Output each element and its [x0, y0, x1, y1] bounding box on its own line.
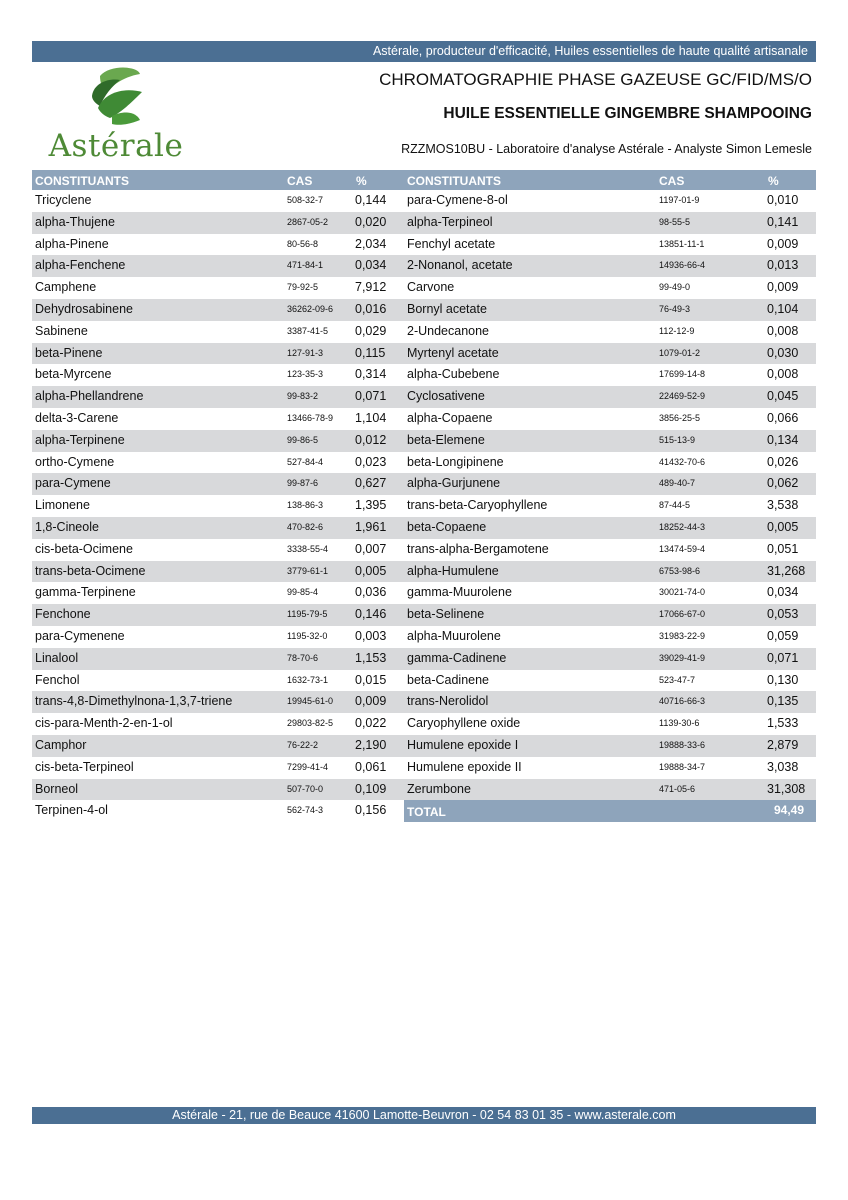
- constituent-name: Sabinene: [35, 323, 88, 338]
- cas-number: 13851-11-1: [659, 238, 705, 249]
- cas-number: 489-40-7: [659, 478, 696, 489]
- percentage-value: 0,071: [767, 650, 799, 665]
- total-label: TOTAL: [407, 805, 446, 820]
- constituent-name: Bornyl acetate: [407, 301, 487, 316]
- cas-number: 507-70-0: [287, 783, 324, 794]
- percentage-value: 0,314: [355, 367, 387, 382]
- percentage-value: 31,308: [767, 781, 806, 796]
- table-row: [32, 386, 404, 408]
- cas-number: 2867-05-2: [287, 216, 329, 227]
- cas-number: 78-70-6: [287, 652, 319, 663]
- percentage-value: 0,008: [767, 367, 799, 382]
- constituent-name: Terpinen-4-ol: [35, 803, 108, 818]
- table-row: [32, 408, 404, 430]
- percentage-value: 0,029: [355, 323, 387, 338]
- percentage-value: 0,034: [355, 258, 387, 273]
- table-row: [32, 343, 404, 365]
- table-row: [404, 212, 816, 234]
- table-row: [404, 299, 816, 321]
- constituent-name: Linalool: [35, 650, 79, 665]
- table-row: [32, 648, 404, 670]
- table-row: [32, 452, 404, 474]
- table-row: [32, 582, 404, 604]
- constituent-name: 2-Nonanol, acetate: [407, 258, 513, 273]
- table-row: [404, 517, 816, 539]
- percentage-value: 0,109: [355, 781, 387, 796]
- total-row: [404, 800, 816, 822]
- cas-number: 527-84-4: [287, 456, 324, 467]
- cas-number: 14936-66-4: [659, 260, 706, 271]
- table-row: [32, 190, 404, 212]
- table-row: [404, 582, 816, 604]
- cas-number: 1632-73-1: [287, 674, 329, 685]
- header-constituants: CONSTITUANTS: [407, 174, 501, 188]
- cas-number: 99-83-2: [287, 391, 319, 402]
- constituent-name: ortho-Cymene: [35, 454, 115, 469]
- constituent-name: alpha-Phellandrene: [35, 389, 144, 404]
- cas-number: 99-85-4: [287, 587, 319, 598]
- table-header-right: [404, 170, 816, 190]
- table-row: [404, 386, 816, 408]
- cas-number: 19945-61-0: [287, 696, 334, 707]
- cas-number: 508-32-7: [287, 195, 324, 205]
- percentage-value: 0,627: [355, 476, 387, 491]
- table-row: [404, 779, 816, 801]
- table-row: [404, 277, 816, 299]
- cas-number: 31983-22-9: [659, 630, 706, 641]
- percentage-value: 0,020: [355, 214, 387, 229]
- table-row: [404, 648, 816, 670]
- cas-number: 79-92-5: [287, 282, 319, 293]
- table-row: [404, 364, 816, 386]
- cas-number: 99-49-0: [659, 282, 691, 293]
- constituent-name: alpha-Fenchene: [35, 258, 126, 273]
- percentage-value: 0,061: [355, 759, 387, 774]
- cas-number: 41432-70-6: [659, 456, 706, 467]
- table-header-left: [32, 170, 404, 190]
- leaf-icon: [40, 66, 192, 132]
- table-row: [404, 757, 816, 779]
- constituent-name: alpha-Humulene: [407, 563, 499, 578]
- cas-number: 523-47-7: [659, 674, 696, 685]
- percentage-value: 0,146: [355, 607, 387, 622]
- percentage-value: 0,130: [767, 672, 799, 687]
- cas-number: 1195-32-0: [287, 630, 328, 641]
- percentage-value: 0,059: [767, 628, 799, 643]
- table-row: [32, 539, 404, 561]
- cas-number: 22469-52-9: [659, 391, 706, 402]
- table-row: [32, 800, 404, 822]
- constituent-name: Camphor: [35, 737, 87, 752]
- percentage-value: 2,879: [767, 737, 799, 752]
- percentage-value: 1,153: [355, 650, 387, 665]
- percentage-value: 0,156: [355, 803, 387, 818]
- table-row: [32, 691, 404, 713]
- percentage-value: 0,012: [355, 432, 387, 447]
- table-row: [32, 517, 404, 539]
- table-row: [32, 299, 404, 321]
- constituent-name: Fenchol: [35, 672, 80, 687]
- table-row: [404, 691, 816, 713]
- constituent-name: alpha-Pinene: [35, 236, 109, 251]
- percentage-value: 0,045: [767, 389, 799, 404]
- cas-number: 471-84-1: [287, 260, 324, 271]
- percentage-value: 0,026: [767, 454, 799, 469]
- percentage-value: 0,034: [767, 585, 799, 600]
- table-row: [404, 234, 816, 256]
- constituent-name: cis-beta-Ocimene: [35, 541, 133, 556]
- footer-address: Astérale - 21, rue de Beauce 41600 Lamotte-Beuvron - 02 54 83 01 35 - www.asterale.com: [172, 1108, 676, 1122]
- header-percent: %: [356, 174, 367, 188]
- table-row: [32, 670, 404, 692]
- table-row: [404, 604, 816, 626]
- constituent-name: Caryophyllene oxide: [407, 716, 521, 731]
- cas-number: 76-22-2: [287, 739, 319, 750]
- constituent-name: para-Cymenene: [35, 628, 125, 643]
- table-row: [404, 626, 816, 648]
- constituent-name: cis-beta-Terpineol: [35, 759, 134, 774]
- percentage-value: 0,051: [767, 541, 799, 556]
- cas-number: 18252-44-3: [659, 521, 706, 532]
- percentage-value: 0,062: [767, 476, 799, 491]
- percentage-value: 1,104: [355, 410, 387, 425]
- constituent-name: trans-beta-Caryophyllene: [407, 498, 548, 513]
- constituent-name: alpha-Terpineol: [407, 214, 493, 229]
- cas-number: 3387-41-5: [287, 325, 329, 336]
- cas-number: 17699-14-8: [659, 369, 706, 380]
- cas-number: 19888-34-7: [659, 761, 706, 772]
- table-row: [32, 495, 404, 517]
- percentage-value: 0,066: [767, 410, 799, 425]
- cas-number: 1079-01-2: [659, 347, 701, 358]
- percentage-value: 1,961: [355, 519, 387, 534]
- percentage-value: 3,038: [767, 759, 799, 774]
- constituent-name: trans-Nerolidol: [407, 694, 489, 709]
- percentage-value: 3,538: [767, 498, 799, 513]
- table-column-right: [404, 190, 816, 822]
- table-row: [32, 604, 404, 626]
- percentage-value: 0,022: [355, 716, 387, 731]
- percentage-value: 0,036: [355, 585, 387, 600]
- tagline-bar: [32, 41, 816, 62]
- table-row: [404, 735, 816, 757]
- table-row: [32, 561, 404, 583]
- constituent-name: Camphene: [35, 280, 97, 295]
- header-cas: CAS: [659, 174, 685, 188]
- cas-number: 36262-09-6: [287, 303, 334, 314]
- percentage-value: 0,009: [767, 236, 799, 251]
- constituent-name: Humulene epoxide I: [407, 737, 519, 752]
- constituent-name: Borneol: [35, 781, 79, 796]
- cas-number: 17066-67-0: [659, 609, 706, 620]
- constituent-name: trans-4,8-Dimethylnona-1,3,7-triene: [35, 694, 233, 709]
- cas-number: 6753-98-6: [659, 565, 701, 576]
- constituent-name: cis-para-Menth-2-en-1-ol: [35, 716, 173, 731]
- cas-number: 1195-79-5: [287, 609, 328, 620]
- percentage-value: 0,115: [355, 345, 386, 360]
- constituent-name: Carvone: [407, 280, 455, 295]
- constituent-name: gamma-Muurolene: [407, 585, 512, 600]
- percentage-value: 0,013: [767, 258, 799, 273]
- table-column-left: [32, 190, 404, 822]
- cas-number: 98-55-5: [659, 216, 691, 227]
- cas-number: 3856-25-5: [659, 412, 701, 423]
- table-row: [32, 626, 404, 648]
- cas-number: 127-91-3: [287, 347, 324, 358]
- percentage-value: 0,007: [355, 541, 387, 556]
- table-row: [32, 234, 404, 256]
- table-row: [404, 452, 816, 474]
- cas-number: 3338-55-4: [287, 543, 329, 554]
- percentage-value: 0,005: [355, 563, 387, 578]
- cas-number: 87-44-5: [659, 500, 691, 511]
- cas-number: 562-74-3: [287, 805, 324, 816]
- table-row: [32, 364, 404, 386]
- cas-number: 76-49-3: [659, 303, 691, 314]
- table-row: [32, 277, 404, 299]
- constituent-name: alpha-Muurolene: [407, 628, 501, 643]
- constituent-name: gamma-Cadinene: [407, 650, 507, 665]
- table-row: [404, 343, 816, 365]
- constituent-name: 2-Undecanone: [407, 323, 490, 338]
- cas-number: 40716-66-3: [659, 696, 706, 707]
- header-percent: %: [768, 174, 779, 188]
- constituent-name: delta-3-Carene: [35, 410, 119, 425]
- cas-number: 515-13-9: [659, 434, 696, 445]
- asterale-logo: [40, 66, 192, 168]
- cas-number: 80-56-8: [287, 238, 319, 249]
- constituent-name: para-Cymene: [35, 476, 111, 491]
- constituent-name: beta-Longipinene: [407, 454, 504, 469]
- table-row: [32, 255, 404, 277]
- cas-number: 112-12-9: [659, 325, 695, 336]
- constituent-name: alpha-Thujene: [35, 214, 115, 229]
- cas-number: 13474-59-4: [659, 543, 706, 554]
- table-row: [32, 757, 404, 779]
- total-value: 94,49: [773, 803, 804, 818]
- cas-number: 99-86-5: [287, 434, 319, 445]
- cas-number: 7299-41-4: [287, 761, 329, 772]
- cas-number: 30021-74-0: [659, 587, 706, 598]
- constituent-name: beta-Myrcene: [35, 367, 112, 382]
- cas-number: 470-82-6: [287, 521, 324, 532]
- table-row: [404, 713, 816, 735]
- constituent-name: alpha-Terpinene: [35, 432, 125, 447]
- table-row: [404, 255, 816, 277]
- percentage-value: 0,030: [767, 345, 799, 360]
- constituent-name: beta-Elemene: [407, 432, 485, 447]
- table-row: [32, 779, 404, 801]
- percentage-value: 2,190: [355, 737, 387, 752]
- cas-number: 13466-78-9: [287, 412, 334, 423]
- percentage-value: 0,134: [767, 432, 799, 447]
- constituent-name: Dehydrosabinene: [35, 301, 133, 316]
- constituent-name: alpha-Gurjunene: [407, 476, 501, 491]
- cas-number: 29803-82-5: [287, 718, 334, 729]
- footer-bar: [32, 1107, 816, 1124]
- constituent-name: 1,8-Cineole: [35, 519, 99, 534]
- constituent-name: Fenchone: [35, 607, 91, 622]
- constituent-name: Fenchyl acetate: [407, 236, 496, 251]
- constituent-name: Zerumbone: [407, 781, 471, 796]
- constituent-name: Limonene: [35, 498, 90, 513]
- percentage-value: 0,009: [355, 694, 387, 709]
- percentage-value: 0,141: [767, 214, 799, 229]
- constituent-name: alpha-Copaene: [407, 410, 493, 425]
- header-cas: CAS: [287, 174, 313, 188]
- cas-number: 123-35-3: [287, 369, 324, 380]
- table-row: [32, 713, 404, 735]
- constituent-name: Humulene epoxide II: [407, 759, 522, 774]
- table-row: [32, 735, 404, 757]
- percentage-value: 2,034: [355, 236, 387, 251]
- table-row: [404, 473, 816, 495]
- constituent-name: Myrtenyl acetate: [407, 345, 499, 360]
- percentage-value: 0,005: [767, 519, 799, 534]
- table-row: [404, 561, 816, 583]
- constituent-name: Cyclosativene: [407, 389, 485, 404]
- constituent-name: alpha-Cubebene: [407, 367, 500, 382]
- percentage-value: 1,395: [355, 498, 387, 513]
- cas-number: 99-87-6: [287, 478, 319, 489]
- table-row: [404, 539, 816, 561]
- logo-wordmark: Astérale: [48, 128, 184, 164]
- percentage-value: 0,023: [355, 454, 387, 469]
- table-row: [32, 473, 404, 495]
- table-row: [404, 670, 816, 692]
- table-row: [32, 430, 404, 452]
- table-row: [404, 321, 816, 343]
- table-row: [404, 430, 816, 452]
- cas-number: 471-05-6: [659, 783, 696, 794]
- constituent-name: para-Cymene-8-ol: [407, 193, 508, 207]
- percentage-value: 0,016: [355, 301, 387, 316]
- percentage-value: 0,144: [355, 193, 387, 207]
- constituent-name: beta-Copaene: [407, 519, 487, 534]
- percentage-value: 0,071: [355, 389, 387, 404]
- percentage-value: 0,104: [767, 301, 799, 316]
- percentage-value: 0,003: [355, 628, 387, 643]
- cas-number: 138-86-3: [287, 500, 324, 511]
- percentage-value: 0,008: [767, 323, 799, 338]
- constituent-name: gamma-Terpinene: [35, 585, 136, 600]
- table-row: [32, 212, 404, 234]
- percentage-value: 0,135: [767, 694, 799, 709]
- percentage-value: 7,912: [355, 280, 387, 295]
- cas-number: 1197-01-9: [659, 195, 700, 205]
- constituent-name: beta-Pinene: [35, 345, 103, 360]
- table-row: [32, 321, 404, 343]
- percentage-value: 0,015: [355, 672, 387, 687]
- header-constituants: CONSTITUANTS: [35, 174, 129, 188]
- percentage-value: 0,053: [767, 607, 799, 622]
- constituent-name: beta-Cadinene: [407, 672, 490, 687]
- table-row: [404, 408, 816, 430]
- cas-number: 3779-61-1: [287, 565, 329, 576]
- product-title: HUILE ESSENTIELLE GINGEMBRE SHAMPOOING: [443, 105, 812, 122]
- table-row: [404, 495, 816, 517]
- constituent-name: trans-beta-Ocimene: [35, 563, 146, 578]
- cas-number: 1139-30-6: [659, 718, 700, 729]
- constituent-name: trans-alpha-Bergamotene: [407, 541, 549, 556]
- cas-number: 19888-33-6: [659, 739, 706, 750]
- cas-number: 39029-41-9: [659, 652, 706, 663]
- constituent-name: Tricyclene: [35, 193, 92, 207]
- lab-reference: RZZMOS10BU - Laboratoire d'analyse Astérale - Analyste Simon Lemesle: [401, 142, 812, 156]
- page-title: CHROMATOGRAPHIE PHASE GAZEUSE GC/FID/MS/O: [379, 70, 812, 89]
- constituent-name: beta-Selinene: [407, 607, 485, 622]
- percentage-value: 31,268: [767, 563, 806, 578]
- percentage-value: 1,533: [767, 716, 799, 731]
- percentage-value: 0,009: [767, 280, 799, 295]
- tagline: Astérale, producteur d'efficacité, Huiles essentielles de haute qualité artisanale: [372, 44, 808, 58]
- table-row: [404, 190, 816, 212]
- percentage-value: 0,010: [767, 193, 799, 207]
